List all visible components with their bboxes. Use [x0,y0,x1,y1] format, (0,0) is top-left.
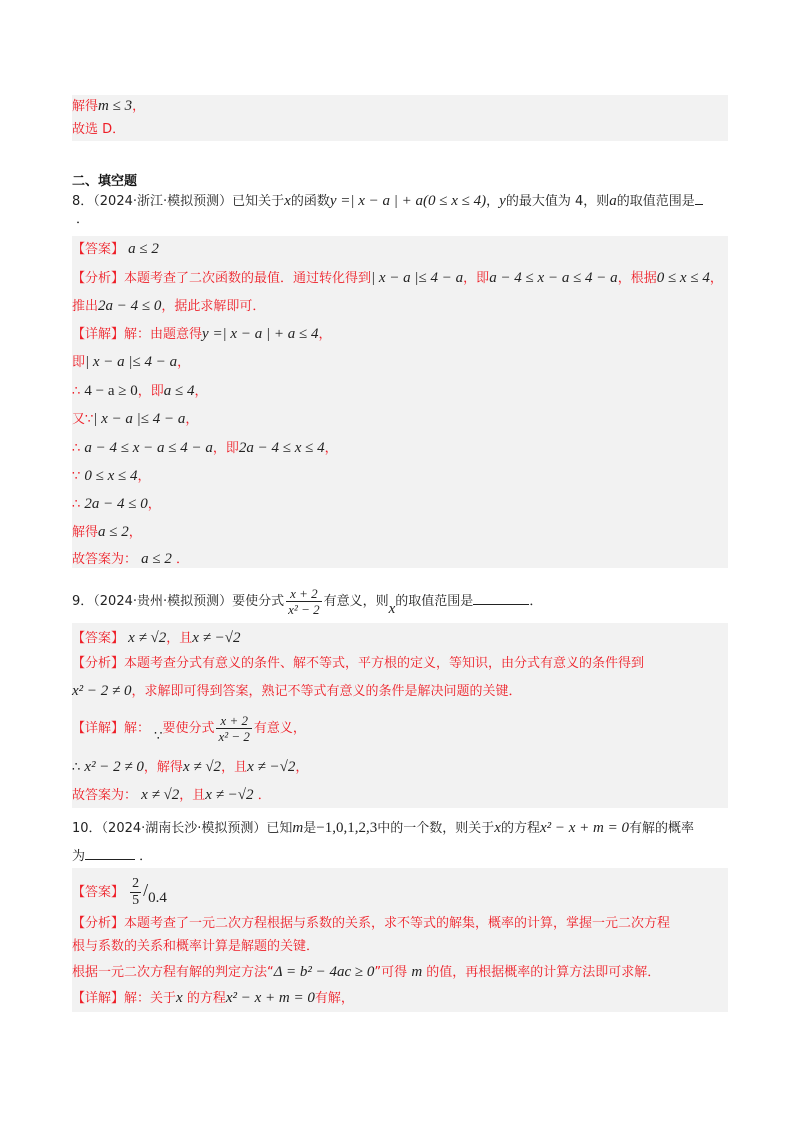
answer-blank [473,590,529,605]
text: ，根据 [617,271,657,286]
text: ，即 [463,271,490,286]
math: a ≤ 2 [98,524,129,540]
math: x ≠ −√2 [205,787,254,803]
math: y =| x − a | + a ≤ 4 [202,326,319,342]
text: ． [139,849,153,864]
text: 的方程 [186,991,226,1006]
detail-label: 【详解】 [72,327,125,342]
q10-analysis-3 [72,962,660,983]
math: x ≠ √2 [128,630,167,646]
answer-label: 【答案】 [72,885,125,900]
q10-answer [72,874,167,909]
math: a − 4 ≤ x − a ≤ 4 − a [84,440,213,456]
text: 根据一元二次方程有解的判定方法“ [72,965,274,980]
math: x² − 2 ≠ 0 [84,759,144,775]
math: 2a − 4 ≤ 0 [84,496,148,512]
answer-value: a ≤ 2 [128,241,159,257]
text: ，求解即可得到答案，熟记不等式有意义的条件是解决问题的关键． [131,684,522,699]
text: ， [318,327,332,342]
q9-analysis-2 [72,681,522,702]
text: ， [324,441,338,456]
text: ， [137,469,151,484]
text: 的取值范围是 [395,594,474,609]
text: 本题考查分式有意义的条件、解不等式，平方根的定义，等知识，由分式有意义的条件得到 [124,656,645,671]
text: 又∵ [72,412,94,427]
math: a − 4 ≤ x − a ≤ 4 − a [489,270,618,286]
text: ，即 [212,441,239,456]
punct: ， [132,99,146,114]
analysis-label: 【分析】 [72,656,125,671]
math: 0 ≤ x ≤ 4 [656,270,710,286]
math: m [411,964,423,980]
analysis-label: 【分析】 [72,916,125,931]
math: x² − x + m = 0 [539,820,629,836]
text: ，且 [179,788,206,803]
section-title: 二、填空题 [72,174,138,189]
question-source: （2024·贵州·模拟预测） [93,594,233,609]
denominator: x² − 2 [288,602,320,617]
math: 0 ≤ x ≤ 4 [84,468,138,484]
q8-answer [72,239,159,260]
text: 要使分式 [162,721,215,736]
because-symbol: ∵ [154,729,163,744]
q8-detail-2 [72,352,190,373]
q8-detail-4 [72,409,198,430]
q8-detail-1 [72,324,331,345]
text: ∴ [72,384,85,399]
q9-stem [72,586,542,617]
math: x [494,820,501,836]
answer-alt: 0.4 [148,890,167,906]
text: 有解， [314,991,354,1006]
text: 根与系数的关系和概率计算是解题的关键． [72,939,320,954]
math: y [499,193,506,209]
question-source: （2024·湖南长沙·模拟预测） [101,821,267,836]
text: 解：由题意得 [124,327,203,342]
math: −1,0,1,2,3 [316,820,378,836]
prev-solution-box [72,95,728,141]
math: | x − a |≤ 4 − a [371,270,464,286]
text: ， [185,412,199,427]
math: 2a − 4 ≤ 0 [98,298,162,314]
q8-detail-7 [72,494,161,515]
math: x [284,193,291,209]
text: ∴ [72,441,85,456]
q9-detail-1 [72,713,306,744]
text: ∴ [72,497,85,512]
text: ， [295,760,309,775]
text: 为 [72,849,86,864]
text: ”可得 [374,965,408,980]
text: 有解的概率 [628,821,694,836]
math: x ≠ √2 [141,787,180,803]
denominator: x² − 2 [218,729,250,744]
separator: / [143,880,149,900]
text: 的方程 [500,821,540,836]
math: x ≠ −√2 [247,759,296,775]
text: 解：关于 [124,991,177,1006]
text: ． [176,552,190,567]
text: 推出 [72,299,99,314]
label: 解得 [72,99,99,114]
text: 的最大值为 4，则 [505,194,610,209]
fraction [286,586,321,617]
text: 故答案为： [72,788,138,803]
text: 已知 [266,821,293,836]
q10-analysis-1 [72,914,670,934]
answer-label: 【答案】 [72,242,125,257]
text: ，即 [137,384,164,399]
therefore-symbol: ∴ [72,760,85,775]
q8-detail-3 [72,381,208,402]
detail-label: 【详解】 [72,991,125,1006]
q9-analysis-1 [72,654,644,674]
q9-detail-2 [72,757,308,778]
answer-fraction [130,876,141,909]
q8-trailing: ． [76,212,90,227]
math: a ≤ 2 [141,551,172,567]
label: 故选 [72,122,99,137]
text: 的函数 [290,194,330,209]
q10-stem-2 [72,845,152,867]
text: ，且 [221,760,248,775]
text: 的值，再根据概率的计算方法即可求解． [426,965,661,980]
q8-detail-8 [72,522,142,543]
math: m ≤ 3 [98,98,133,114]
math: x [388,601,396,617]
q8-analysis-1 [72,268,723,289]
text: ， [128,525,142,540]
text: 是 [303,821,317,836]
question-number: 10． [72,821,102,836]
text: 要使分式 [232,594,285,609]
question-source: （2024·浙江·模拟预测） [93,194,233,209]
math: | x − a |≤ 4 − a [85,354,178,370]
text: 故答案为： [72,552,138,567]
text: 有意义， [253,721,306,736]
text: 已知关于 [232,194,285,209]
math: Δ = b² − 4ac ≥ 0 [273,964,375,980]
math: y =| x − a | + a(0 ≤ x ≤ 4) [329,193,487,209]
q9-answer [72,628,241,649]
q9-detail-3 [72,785,271,806]
answer-blank [85,845,135,860]
math: x ≠ √2 [182,759,222,775]
text: ． [529,594,543,609]
text: 本题考查了二次函数的最值．通过转化得到 [124,271,372,286]
text: ， [177,355,191,370]
math: a [609,193,617,209]
prev-solution-line-2 [72,120,125,140]
math: 4 − a ≥ 0 [84,383,138,399]
math: 2a − 4 ≤ x ≤ 4 [238,440,325,456]
text: ， [194,384,208,399]
math: x ≠ −√2 [192,630,241,646]
text: ． [257,788,271,803]
choice: D [102,122,113,137]
math: | x − a |≤ 4 − a [93,411,186,427]
prev-solution-line-1 [72,96,145,117]
text: ， [709,271,723,286]
question-number: 8． [72,194,94,209]
q8-detail-9 [72,549,189,570]
math: x² − 2 ≠ 0 [72,683,132,699]
q10-detail-1 [72,988,354,1009]
q8-stem [72,190,703,212]
math: a ≤ 4 [163,383,195,399]
text: 解： [124,721,151,736]
punct: ． [112,122,126,137]
text: 即 [72,355,86,370]
q10-stem-1 [72,818,694,839]
denominator: 5 [132,893,140,908]
math: x² − x + m = 0 [225,990,315,1006]
math: m [292,820,304,836]
text: ，据此求解即可． [161,299,266,314]
text: ∵ [72,469,85,484]
numerator: 2 [132,876,140,891]
text: ， [147,497,161,512]
fraction [216,713,251,744]
answer-blank [695,190,703,205]
analysis-label: 【分析】 [72,271,125,286]
text: 中的一个数，则关于 [377,821,495,836]
detail-label: 【详解】 [72,721,125,736]
q10-analysis-2 [72,937,319,957]
numerator: x + 2 [216,713,251,729]
text: ，且 [166,631,193,646]
text: ，解得 [143,760,183,775]
text: 解得 [72,525,99,540]
text: 本题考查了一元二次方程根据与系数的关系，求不等式的解集，概率的计算，掌握一元二次方程 [124,916,671,931]
answer-label: 【答案】 [72,631,125,646]
q8-detail-5 [72,438,338,459]
text: 有意义，则 [323,594,389,609]
math: x [176,990,183,1006]
text: 的取值范围是 [616,194,695,209]
text: ， [486,194,500,209]
numerator: x + 2 [286,586,321,602]
q8-detail-6 [72,466,151,487]
question-number: 9． [72,594,94,609]
q8-analysis-2 [72,296,265,317]
